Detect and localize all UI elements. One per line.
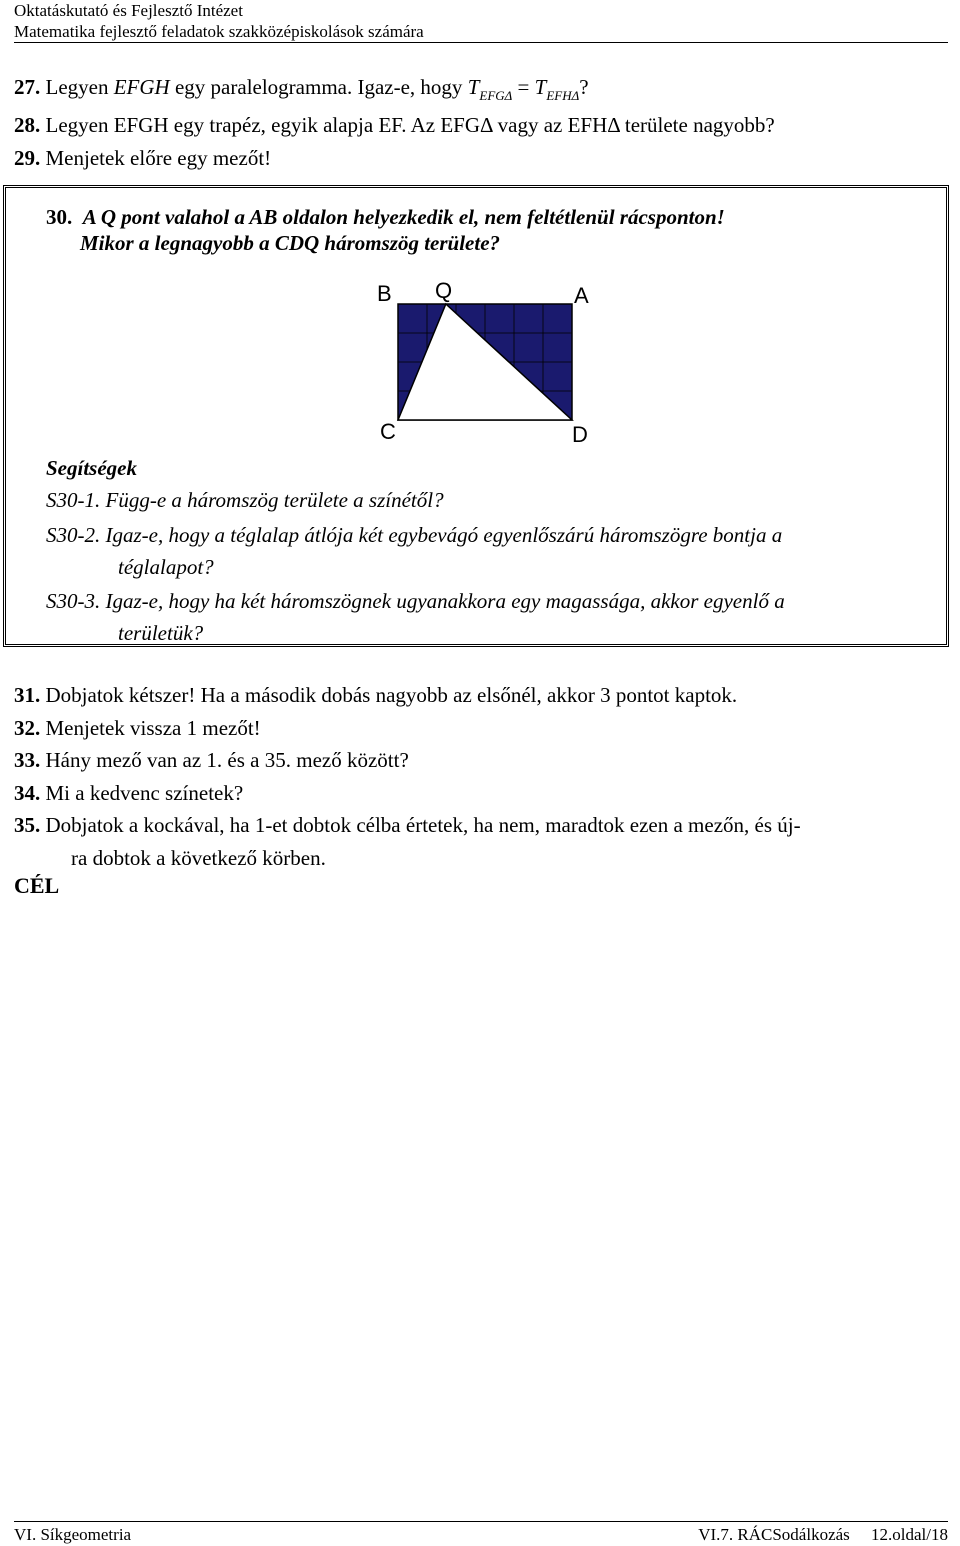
task-28 [14, 112, 775, 138]
task-number: 27. [14, 75, 41, 99]
help-item-1: S30-1. Függ-e a háromszög területe a színétől? [46, 488, 444, 512]
label-b: B [377, 281, 392, 306]
footer-rule [14, 1521, 948, 1522]
formula-t2: T [534, 75, 547, 99]
help-item-2: S30-2. Igaz-e, hogy a téglalap átlója két egybevágó egyenlőszárú háromszögre bontja a téglalapot? [46, 523, 783, 579]
label-c: C [380, 419, 396, 444]
task-text: Legyen EFGH egy trapéz, egyik alapja EF. Az EFGΔ vagy az EFHΔ területe nagyobb? [45, 113, 775, 137]
task-31: 31. Dobjatok kétszer! Ha a második dobás nagyobb az elsőnél, akkor 3 pontot kaptok. [14, 683, 738, 707]
footer-left: VI. Síkgeometria [14, 1525, 132, 1544]
task-34: 34. Mi a kedvenc színetek? [14, 780, 244, 805]
task-30-title [46, 204, 725, 256]
formula-t1: T [467, 75, 480, 99]
footer-right: VI.7. RÁCSodálkozás 12.oldal/18 [698, 1525, 948, 1544]
task-33: 33. Hány mező van az 1. és a 35. mező között? [14, 748, 409, 772]
task-number: 30. [46, 205, 73, 229]
task-list-bottom [14, 679, 946, 874]
label-d: D [572, 422, 588, 447]
label-a: A [574, 283, 589, 308]
task-35: 35. Dobjatok a kockával, ha 1-et dobtok célba értetek, ha nem, maradtok ezen a mezőn, és új- [14, 813, 801, 837]
label-q: Q [435, 278, 453, 303]
task-29 [14, 145, 271, 171]
header-institute: Oktatáskutató és Fejlesztő Intézet [14, 1, 243, 20]
task-30-box [3, 185, 949, 647]
task-30-line1: A Q pont valahol a AB oldalon helyezkedik el, nem feltétlenül rácsponton! [82, 205, 725, 229]
diagram-shapes [398, 304, 572, 420]
task-35-continued: ra dobtok a következő körben. [71, 845, 326, 870]
help-item-3: S30-3. Igaz-e, hogy ha két háromszögnek ugyanakkora egy magassága, akkor egyenlő a területük? [46, 589, 785, 645]
help-title: Segítségek [46, 456, 137, 480]
formula-sub1: EFGΔ [479, 88, 513, 103]
formula-sub2: EFHΔ [546, 88, 580, 103]
header-subtitle: Matematika fejlesztő feladatok szakközépiskolások számára [14, 22, 424, 41]
task-32: 32. Menjetek vissza 1 mezőt! [14, 715, 261, 740]
task-text: Menjetek előre egy mezőt! [45, 146, 272, 170]
task-number: 29. [14, 146, 41, 170]
header-rule [14, 42, 948, 43]
task-27: 27. Legyen EFGH egy paralelogramma. Igaz-e, hogy $T_{EFG\Delta} = T_{EFH\Delta}$? [14, 75, 589, 103]
page-header [14, 0, 948, 42]
task-number: 28. [14, 113, 41, 137]
task-30-line2: Mikor a legnagyobb a CDQ háromszög területe? [80, 231, 501, 255]
goal-label: CÉL [14, 873, 60, 898]
rectangle-diagram [366, 278, 616, 448]
